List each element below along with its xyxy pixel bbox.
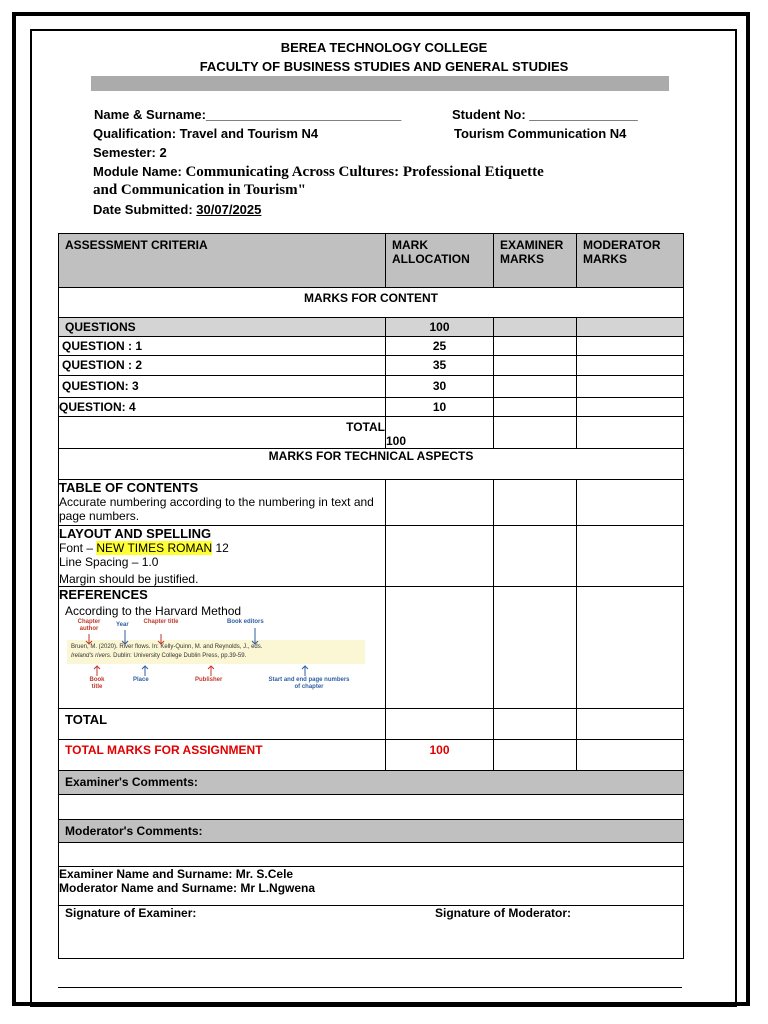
moderator-cell[interactable] xyxy=(577,337,684,356)
examiner-name: Examiner Name and Surname: Mr. S.Cele xyxy=(59,867,294,881)
examiner-cell[interactable] xyxy=(494,526,577,587)
faculty-name: FACULTY OF BUSINESS STUDIES AND GENERAL STUDIES xyxy=(199,59,569,74)
examiner-cell[interactable] xyxy=(494,356,577,376)
toc-criteria xyxy=(59,480,386,526)
mark-cell[interactable] xyxy=(386,709,494,740)
qualification: Qualification: Travel and Tourism N4 xyxy=(93,126,319,141)
question-label: QUESTION: 3 xyxy=(59,376,386,398)
examiner-signature-label: Signature of Examiner: xyxy=(65,906,197,920)
assignment-total-row xyxy=(59,740,684,771)
moderator-cell[interactable] xyxy=(577,318,684,337)
examiner-comments-field[interactable] xyxy=(59,795,684,820)
moderator-cell[interactable] xyxy=(577,709,684,740)
header-criteria: ASSESSMENT CRITERIA xyxy=(59,234,386,288)
toc-desc: Accurate numbering according to the numbering in text and page numbers. xyxy=(59,495,374,523)
examiner-cell[interactable] xyxy=(494,587,577,709)
references-desc: According to the Harvard Method xyxy=(65,604,242,618)
font-line: Font – NEW TIMES ROMAN 12 xyxy=(59,541,229,555)
question-marks: 25 xyxy=(386,337,494,356)
question-label: QUESTION: 4 xyxy=(59,398,386,417)
mark-cell[interactable] xyxy=(386,480,494,526)
moderator-cell[interactable] xyxy=(577,398,684,417)
reference-arrows xyxy=(59,618,379,708)
question-marks: 10 xyxy=(386,398,494,417)
table-row xyxy=(59,480,684,526)
question-label: QUESTION : 2 xyxy=(59,356,386,376)
signature-block xyxy=(59,906,684,959)
question-marks: 30 xyxy=(386,376,494,398)
header-divider-bar xyxy=(91,76,669,91)
table-row xyxy=(59,526,684,587)
moderator-name: Moderator Name and Surname: Mr L.Ngwena xyxy=(59,881,316,895)
subject: Tourism Communication N4 xyxy=(454,126,627,141)
references-title: REFERENCES xyxy=(59,587,148,602)
question-label: QUESTION : 1 xyxy=(59,337,386,356)
references-criteria xyxy=(59,587,386,709)
moderator-signature-label: Signature of Moderator: xyxy=(435,906,572,920)
college-name: BEREA TECHNOLOGY COLLEGE xyxy=(280,40,488,55)
total-label: TOTAL xyxy=(59,709,386,740)
table-row xyxy=(59,356,684,376)
header-examiner-marks: EXAMINER MARKS xyxy=(494,234,577,288)
examiner-cell[interactable] xyxy=(494,740,577,771)
date-submitted: Date Submitted: 30/07/2025 xyxy=(93,202,262,217)
moderator-comments-field[interactable] xyxy=(59,843,684,867)
total-assignment-label: TOTAL MARKS FOR ASSIGNMENT xyxy=(59,740,386,771)
name-field[interactable]: Name & Surname:___________________________ xyxy=(94,107,402,122)
question-marks: 35 xyxy=(386,356,494,376)
header-mark-allocation: MARK ALLOCATION xyxy=(386,234,494,288)
total-label: TOTAL xyxy=(59,417,386,449)
examiner-cell[interactable] xyxy=(494,417,577,449)
harvard-reference-example: Chapter author Year Chapter title Book editors Bruen, M. (2020). River flows. In: Kelly-Quinn, M. and Reynolds, J., eds. Ireland's rivers. Dublin: University College Dublin Press, pp.39-59. Book title Place Publisher Start and end page numbers of chapter xyxy=(59,618,385,708)
examiner-cell[interactable] xyxy=(494,337,577,356)
table-row xyxy=(59,398,684,417)
total-assignment-value: 100 xyxy=(386,740,494,771)
examiner-cell[interactable] xyxy=(494,709,577,740)
questions-label: QUESTIONS xyxy=(59,318,386,337)
examiner-cell[interactable] xyxy=(494,318,577,337)
examiner-cell[interactable] xyxy=(494,398,577,417)
technical-total-row xyxy=(59,709,684,740)
margin-rule: Margin should be justified. xyxy=(59,572,199,586)
technical-section-title: MARKS FOR TECHNICAL ASPECTS xyxy=(59,449,684,480)
names-block xyxy=(59,867,684,906)
toc-title: TABLE OF CONTENTS xyxy=(59,480,199,495)
table-row xyxy=(59,376,684,398)
total-value: 100 xyxy=(386,417,494,449)
content-total-row xyxy=(59,417,684,449)
mark-cell[interactable] xyxy=(386,587,494,709)
table-header-row xyxy=(59,234,684,288)
footer-line xyxy=(58,987,682,988)
moderator-cell[interactable] xyxy=(577,376,684,398)
student-no-field[interactable]: Student No: _______________ xyxy=(452,107,638,122)
moderator-comments-label: Moderator's Comments: xyxy=(59,820,684,843)
content-section-title: MARKS FOR CONTENT xyxy=(59,288,684,318)
moderator-cell[interactable] xyxy=(577,480,684,526)
module-name: Module Name: Communicating Across Cultures: Professional Etiquette and Communication in Tourism" xyxy=(93,164,544,198)
header-moderator-marks: MODERATOR MARKS xyxy=(577,234,684,288)
examiner-comments-label: Examiner's Comments: xyxy=(59,771,684,795)
moderator-cell[interactable] xyxy=(577,526,684,587)
layout-title: LAYOUT AND SPELLING xyxy=(59,526,212,541)
line-spacing: Line Spacing – 1.0 xyxy=(59,555,159,569)
examiner-cell[interactable] xyxy=(494,480,577,526)
mark-cell[interactable] xyxy=(386,526,494,587)
moderator-cell[interactable] xyxy=(577,417,684,449)
semester: Semester: 2 xyxy=(93,145,167,160)
questions-row xyxy=(59,318,684,337)
moderator-cell[interactable] xyxy=(577,356,684,376)
moderator-cell[interactable] xyxy=(577,587,684,709)
assessment-table xyxy=(58,233,684,959)
moderator-cell[interactable] xyxy=(577,740,684,771)
table-row xyxy=(59,337,684,356)
layout-criteria xyxy=(59,526,386,587)
examiner-cell[interactable] xyxy=(494,376,577,398)
questions-total: 100 xyxy=(386,318,494,337)
font-highlight: NEW TIMES ROMAN xyxy=(96,541,213,555)
table-row xyxy=(59,587,684,709)
